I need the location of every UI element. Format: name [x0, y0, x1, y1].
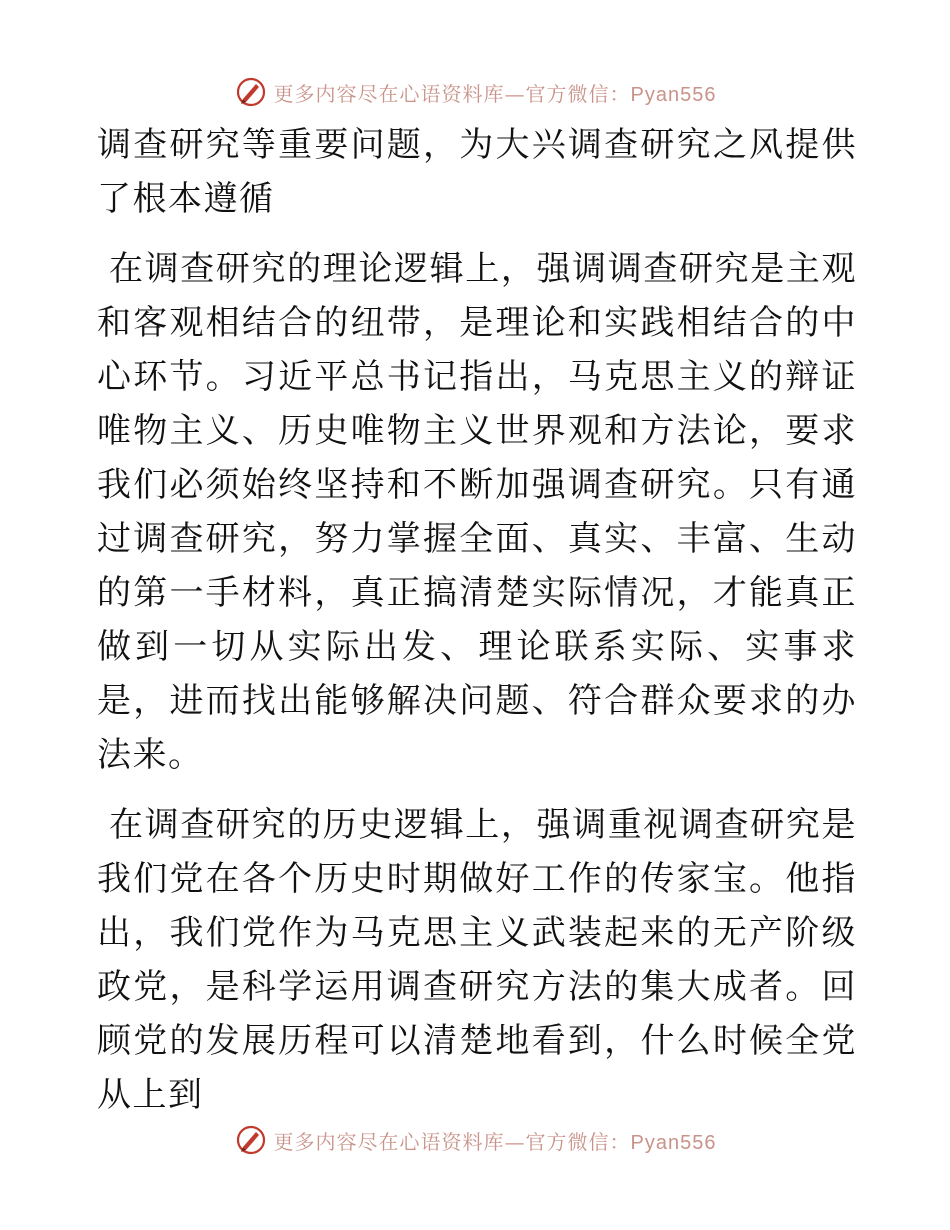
watermark-text: 更多内容尽在心语资料库—官方微信：	[273, 1129, 631, 1154]
watermark-wechat-id: Pyan556	[630, 1131, 717, 1154]
pen-logo-icon	[234, 1123, 268, 1157]
paragraph-3: 在调查研究的历史逻辑上，强调重视调查研究是我们党在各个历史时期做好工作的传家宝。他指出，我们党作为马克思主义武装起来的无产阶级政党，是科学运用调查研究方法的集大成者。回顾党的发展历程可以清楚地看到，什么时候全党从上到	[97, 805, 857, 1115]
footer-watermark	[0, 1120, 950, 1160]
watermark-text: 更多内容尽在心语资料库—官方微信：	[273, 81, 631, 106]
pen-logo-icon	[234, 75, 268, 109]
paragraph-2: 在调查研究的理论逻辑上，强调调查研究是主观和客观相结合的纽带，是理论和实践相结合的中心环节。习近平总书记指出，马克思主义的辩证唯物主义、历史唯物主义世界观和方法论，要求我们必须始终坚持和不断加强调查研究。只有通过调查研究，努力掌握全面、真实、丰富、生动的第一手材料，真正搞清楚实际情况，才能真正做到一切从实际出发、理论联系实际、实事求是，进而找出能够解决问题、符合群众要求的办法来。	[97, 249, 857, 775]
watermark-wechat-id: Pyan556	[630, 83, 717, 106]
header-watermark	[0, 72, 950, 112]
paragraph-1: 调查研究等重要问题，为大兴调查研究之风提供了根本遵循	[97, 125, 857, 219]
document-body	[97, 118, 857, 1122]
